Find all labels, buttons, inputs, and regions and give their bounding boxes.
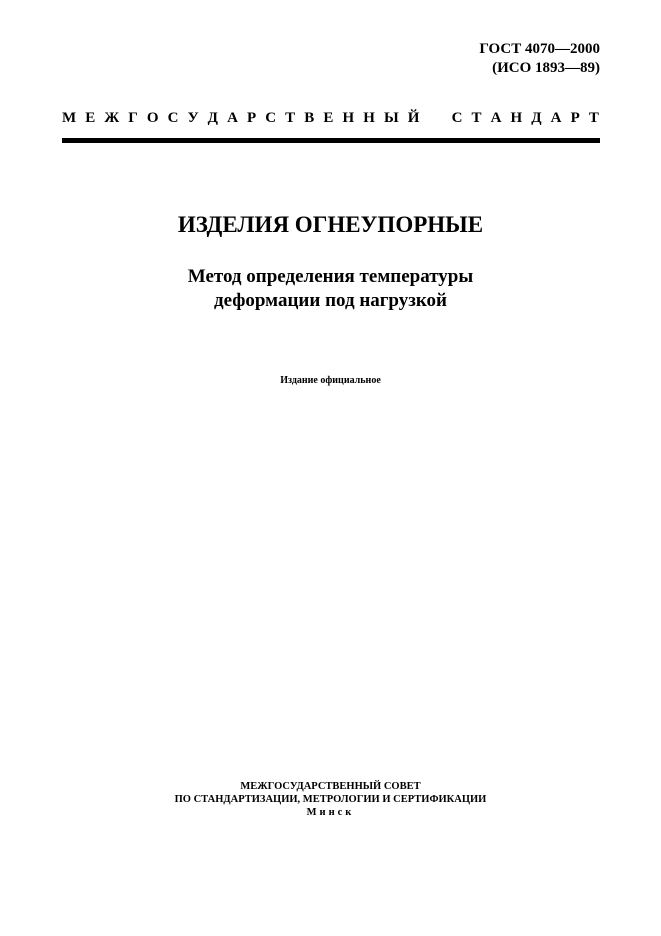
subtitle-line: Метод определения температуры bbox=[187, 266, 474, 287]
subtitle-line: деформации под нагрузкой bbox=[213, 290, 448, 311]
label-letter: А bbox=[227, 110, 238, 126]
document-subtitle bbox=[0, 265, 661, 313]
gost-number: ГОСТ 4070—2000 bbox=[479, 41, 600, 57]
label-letter: М bbox=[62, 110, 77, 126]
label-letter: А bbox=[490, 110, 502, 126]
label-letter: Н bbox=[363, 110, 375, 126]
label-letter: Н bbox=[342, 110, 355, 126]
publisher-city: Минск bbox=[306, 807, 355, 818]
publisher-line: ПО СТАНДАРТИЗАЦИИ, МЕТРОЛОГИИ И СЕРТИФИКАЦИИ bbox=[174, 794, 487, 805]
label-letter: Н bbox=[510, 110, 523, 126]
document-number-block bbox=[479, 40, 600, 78]
label-letter: О bbox=[146, 110, 159, 126]
edition-note: Издание официальное bbox=[280, 375, 381, 386]
label-letter: А bbox=[550, 110, 562, 126]
label-letter: В bbox=[304, 110, 315, 126]
header-divider bbox=[62, 138, 600, 143]
label-letter: Д bbox=[531, 110, 542, 126]
label-letter: Д bbox=[207, 110, 218, 126]
label-letter: Ж bbox=[104, 110, 120, 126]
iso-number: (ИСО 1893—89) bbox=[492, 60, 600, 76]
label-letter: С bbox=[451, 110, 463, 126]
label-letter: Т bbox=[471, 110, 482, 126]
label-letter: С bbox=[167, 110, 179, 126]
label-letter: Е bbox=[85, 110, 96, 126]
label-letter: Р bbox=[246, 110, 257, 126]
document-title: ИЗДЕЛИЯ ОГНЕУПОРНЫЕ bbox=[177, 212, 484, 237]
label-letter: Ы bbox=[383, 110, 399, 126]
label-letter: С bbox=[265, 110, 277, 126]
interstate-standard-label bbox=[62, 109, 599, 127]
label-letter: Г bbox=[128, 110, 138, 126]
label-letter: Й bbox=[407, 110, 420, 126]
label-letter: Т bbox=[588, 110, 599, 126]
publisher-line: МЕЖГОСУДАРСТВЕННЫЙ СОВЕТ bbox=[240, 781, 421, 792]
label-letter: У bbox=[187, 110, 199, 126]
word-gap bbox=[429, 109, 443, 127]
label-letter: Т bbox=[285, 110, 296, 126]
label-letter: Е bbox=[323, 110, 334, 126]
publisher-block bbox=[0, 780, 661, 819]
label-letter: Р bbox=[570, 110, 580, 126]
